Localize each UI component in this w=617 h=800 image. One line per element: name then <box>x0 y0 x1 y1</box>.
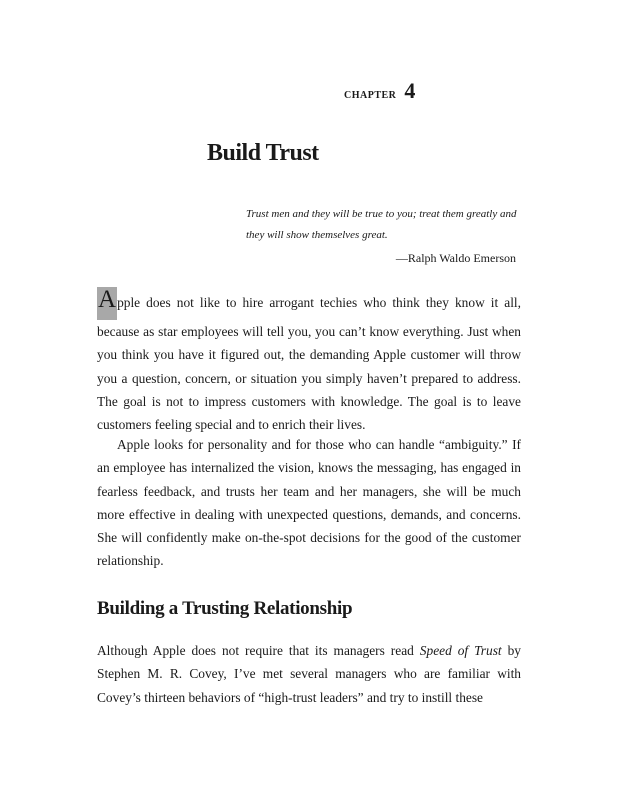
chapter-label <box>344 78 415 104</box>
drop-cap: A <box>97 287 117 320</box>
paragraph-1-text: pple does not like to hire arrogant techies who think they know it all, because as star employees will tell you, you can’t know everything. Just when you think you have it figured out, the demanding Apple customer will throw you a question, concern, or situation you simply haven’t prepared to address. The goal is not to impress customers with knowledge. The goal is to leave customers feeling special and to enrich their lives. <box>97 295 521 433</box>
book-title: Speed of Trust <box>419 643 502 658</box>
section-heading: Building a Trusting Relationship <box>97 598 353 619</box>
paragraph-2 <box>97 433 521 573</box>
epigraph-attribution: —Ralph Waldo Emerson <box>395 251 516 265</box>
paragraph-2-text: Apple looks for personality and for those who can handle “ambiguity.” If an employee has internalized the vision, knows the messaging, has engaged in fearless feedback, and trusts her team and her managers, she will be much more effective in dealing with unexpected questions, demands, and concerns. She will confidently make on-the-spot decisions for the good of the customer relationship. <box>97 437 521 569</box>
chapter-word: CHAPTER <box>344 90 397 101</box>
epigraph-quote: Trust men and they will be true to you; treat them greatly and they will show themselves great. <box>246 208 517 241</box>
paragraph-3-before: Although Apple does not require that its managers read <box>97 643 420 658</box>
paragraph-3-after: by Stephen M. R. Covey, I’ve met several managers who are familiar with Covey’s thirteen behaviors of “high-trust leaders” and try to instill these <box>97 643 521 705</box>
chapter-number: 4 <box>404 78 416 103</box>
paragraph-3 <box>97 639 521 709</box>
chapter-title: Build Trust <box>207 140 319 166</box>
paragraph-1 <box>97 286 521 436</box>
